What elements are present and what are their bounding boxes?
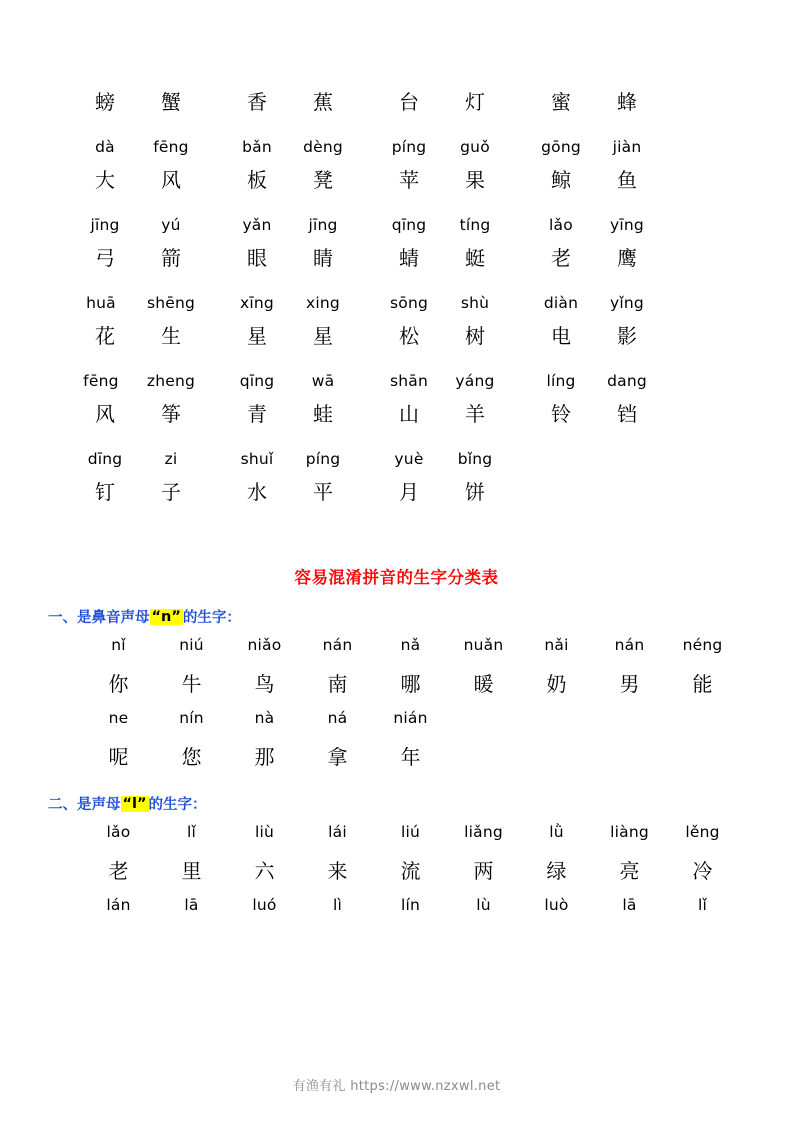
grid-cell [518,138,670,156]
chinese-char: 南 [327,673,348,696]
pinyin: yǎn [242,216,272,234]
chinese-char: 花 [95,325,115,348]
grid-cell [518,216,670,234]
footer-watermark: 有渔有礼 https://www.nzxwl.net [292,1079,501,1094]
pinyin: nuǎn [463,636,504,654]
chinese-char: 筝 [161,403,181,426]
pinyin: jīng [90,216,120,234]
grid-cell [214,164,366,193]
grid-cell [366,450,518,468]
grid-cell [214,138,366,156]
chinese-char: 奶 [546,673,567,696]
chinese-char: 月 [399,481,419,504]
chinese-char: 眼 [247,247,267,270]
pinyin: lín [400,896,421,914]
chinese-char: 羊 [465,403,485,426]
pinyin: zi [164,450,178,468]
chinese-char: 男 [619,673,640,696]
grid-cell [366,138,518,156]
pinyin: nán [322,636,353,654]
chinese-char: 亮 [619,860,640,883]
grid-row [0,312,793,356]
chinese-char: 两 [473,860,494,883]
chinese-char: 暖 [473,673,494,696]
chinese-char: 钉 [95,481,115,504]
pinyin: nián [393,709,428,727]
grid-cell [366,398,518,427]
chinese-char: 铛 [617,403,637,426]
pinyin: shēng [146,294,196,312]
grid-cell [366,294,518,312]
section-body-n [0,629,793,775]
chinese-char: 蟹 [161,91,181,114]
pinyin: píng [305,450,341,468]
grid-cell [62,476,214,505]
pinyin-line [82,889,793,922]
grid-cell [518,372,670,390]
chinese-char: 蕉 [313,91,333,114]
pinyin: lěng [685,823,720,841]
chinese-char: 水 [247,481,267,504]
grid-cell [62,450,214,468]
chinese-char: 鸟 [254,673,275,696]
pinyin: néng [682,636,723,654]
chinese-char: 呢 [108,746,129,769]
chinese-char: 箭 [161,247,181,270]
pinyin: lǜ [549,823,564,841]
grid-cell [366,86,518,115]
pinyin: liú [400,823,421,841]
pinyin: dèng [303,138,343,156]
pinyin: lì [332,896,342,914]
pinyin: nǐ [111,636,126,654]
grid-cell [62,164,214,193]
pinyin: yǐng [610,294,644,312]
chinese-char: 弓 [95,247,115,270]
section-heading-l [0,793,793,814]
chinese-char: 老 [551,247,571,270]
chinese-char: 青 [247,403,267,426]
pinyin: fēng [153,138,189,156]
grid-cell [518,242,670,271]
grid-row-pinyin [0,278,793,312]
char-line [82,849,793,889]
pinyin: qīng [239,372,275,390]
chinese-char: 台 [399,91,419,114]
grid-cell [62,242,214,271]
grid-cell [366,320,518,349]
chinese-char: 电 [551,325,571,348]
heading-highlight: “n” [151,608,181,625]
chinese-char: 平 [313,481,333,504]
chinese-char: 蜂 [617,91,637,114]
pinyin: gōng [541,138,581,156]
pinyin-line [82,702,793,735]
pinyin: nǎi [544,636,569,654]
grid-cell [214,216,366,234]
chinese-char: 松 [399,325,419,348]
pinyin: píng [391,138,427,156]
grid-cell [214,242,366,271]
chinese-char: 那 [254,746,275,769]
chinese-char: 六 [254,860,275,883]
grid-cell [62,320,214,349]
grid-row [0,468,793,512]
pinyin: lā [622,896,637,914]
grid-cell [62,138,214,156]
heading-suffix: 的生字： [148,797,207,813]
chinese-char: 蜓 [465,247,485,270]
grid-cell [366,216,518,234]
grid-cell [214,450,366,468]
chinese-char: 风 [95,403,115,426]
pinyin: yú [161,216,181,234]
grid-row-pinyin [0,200,793,234]
pinyin: xīng [240,294,274,312]
grid-row-pinyin [0,122,793,156]
heading-highlight: “l” [122,795,147,812]
chinese-char: 您 [181,746,202,769]
pinyin: jīng [308,216,338,234]
pinyin: lā [184,896,199,914]
pinyin: lǐ [186,823,196,841]
grid-cell [62,86,214,115]
pinyin: luò [544,896,569,914]
pinyin: dang [607,372,647,390]
pinyin-line [82,816,793,849]
chinese-char: 蛙 [313,403,333,426]
pinyin: shuǐ [240,450,274,468]
chinese-char: 蜻 [399,247,419,270]
vocabulary-grid [0,0,793,512]
chinese-char: 板 [247,169,267,192]
grid-cell [518,86,670,115]
chinese-char: 铃 [551,403,571,426]
pinyin: qīng [391,216,427,234]
section-body-l [0,816,793,922]
pinyin: líng [546,372,576,390]
pinyin: bǎn [242,138,272,156]
chinese-char: 年 [400,746,421,769]
grid-cell [214,320,366,349]
chinese-char: 星 [247,325,267,348]
pinyin: luó [252,896,277,914]
chinese-char: 灯 [465,91,485,114]
chinese-char: 鱼 [617,169,637,192]
pinyin: lái [328,823,347,841]
grid-cell [518,294,670,312]
pinyin: yuè [394,450,424,468]
pinyin: wā [311,372,335,390]
chinese-char: 生 [161,325,181,348]
pinyin: diàn [543,294,579,312]
pinyin: niǎo [247,636,282,654]
grid-cell [62,398,214,427]
chinese-char: 拿 [327,746,348,769]
grid-cell [62,372,214,390]
pinyin: tíng [459,216,491,234]
chinese-char: 冷 [692,860,713,883]
grid-cell [62,216,214,234]
pinyin: nà [254,709,275,727]
grid-cell [214,372,366,390]
grid-cell [518,398,670,427]
chinese-char: 风 [161,169,181,192]
char-line [82,735,793,775]
chinese-char: 里 [181,860,202,883]
grid-cell [366,372,518,390]
grid-cell [366,476,518,505]
pinyin: shān [389,372,429,390]
char-line [82,662,793,702]
grid-cell [366,242,518,271]
chinese-char: 大 [95,169,115,192]
chinese-char: 苹 [399,169,419,192]
chinese-char: 树 [465,325,485,348]
pinyin: xing [306,294,340,312]
chinese-char: 影 [617,325,637,348]
grid-row [0,78,793,122]
pinyin: yīng [610,216,644,234]
pinyin: lǎo [549,216,573,234]
chinese-char: 饼 [465,481,485,504]
chinese-char: 绿 [546,860,567,883]
pinyin: dīng [87,450,123,468]
grid-cell [214,476,366,505]
pinyin-line [82,629,793,662]
chinese-char: 香 [247,91,267,114]
grid-row [0,234,793,278]
chinese-char: 哪 [400,673,421,696]
chinese-char: 你 [108,673,129,696]
chinese-char: 鲸 [551,169,571,192]
chinese-char: 牛 [181,673,202,696]
chinese-char: 睛 [313,247,333,270]
pinyin: nín [179,709,204,727]
grid-row-pinyin [0,434,793,468]
pinyin: liǎng [464,823,503,841]
chinese-char: 螃 [95,91,115,114]
grid-cell [62,294,214,312]
grid-row [0,390,793,434]
chinese-char: 子 [161,481,181,504]
chinese-char: 果 [465,169,485,192]
chinese-char: 山 [399,403,419,426]
chinese-char: 来 [327,860,348,883]
grid-cell [366,164,518,193]
pinyin: ná [327,709,348,727]
grid-cell [214,398,366,427]
chinese-char: 星 [313,325,333,348]
pinyin: lǎo [106,823,131,841]
chinese-char: 鹰 [617,247,637,270]
chinese-char: 流 [400,860,421,883]
heading-suffix: 的生字： [182,610,241,626]
pinyin: dà [95,138,115,156]
pinyin: bǐng [457,450,493,468]
pinyin: zheng [146,372,196,390]
chinese-char: 蜜 [551,91,571,114]
pinyin: lù [476,896,491,914]
pinyin: ne [108,709,129,727]
pinyin: niú [179,636,204,654]
pinyin: sōng [389,294,429,312]
pinyin: nán [614,636,645,654]
grid-cell [518,320,670,349]
grid-row [0,156,793,200]
pinyin: nǎ [400,636,421,654]
pinyin: lán [106,896,131,914]
pinyin: yáng [455,372,495,390]
heading-prefix: 一、是鼻音声母 [48,610,150,626]
pinyin: shù [460,294,490,312]
chinese-char: 能 [692,673,713,696]
section-heading-n [0,606,793,627]
pinyin: jiàn [612,138,642,156]
heading-prefix: 二、是声母 [48,797,121,813]
pinyin: huā [86,294,116,312]
pinyin: guǒ [460,138,490,156]
section-title: 容易混淆拼音的生字分类表 [294,568,499,587]
chinese-char: 凳 [313,169,333,192]
grid-cell [214,294,366,312]
grid-cell [214,86,366,115]
pinyin: liàng [610,823,649,841]
grid-cell [518,164,670,193]
grid-row-pinyin [0,356,793,390]
pinyin: lǐ [697,896,707,914]
pinyin: fēng [83,372,119,390]
pinyin: liù [254,823,275,841]
chinese-char: 老 [108,860,129,883]
